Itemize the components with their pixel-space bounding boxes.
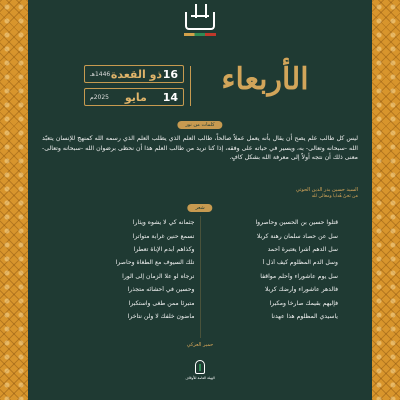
quote-text: ليس كل طالب علم يصح أن يقال بأنه يعمل عملاً صالحاً، طالب العلم الذي يطلب العلم الذي رسمه الله كمنهج للإنسان يتعبّد الله -سبحانه وتعالى- به، ويسير في حياته على وفقه، إذا كنا نريد من طالب العلم هذا أن نحظى برضوان الله -سبحانه وتعالى- معنى ذلك أن نتجه أولاً إلى معرفة الله بشكل كافٍ.: [42, 135, 358, 161]
verse-second-half: وكذاهم أبدم الإباة تعطرا: [133, 245, 195, 253]
gregorian-date-box: [84, 88, 184, 106]
verse-second-half: ماضون خلفك لا ولن نتأخرا: [127, 312, 195, 320]
gregorian-year: 2025م: [90, 93, 109, 101]
content-panel: [28, 0, 372, 400]
decorative-border-left: [0, 0, 28, 400]
poet-name: حمير العزكي: [186, 342, 214, 348]
hijri-day: 16: [162, 67, 178, 81]
verse-first-half: فإليهم بقيمك صارخاً ومكبراً: [269, 299, 338, 307]
footer-org-name: الهيئة العامة للأوقاف: [185, 376, 215, 380]
verse-second-half: تسمع حنين غرابة متواترا: [132, 232, 195, 240]
verse-first-half: سل الدهم أشراً يعتبرة أحمد: [267, 245, 338, 253]
verse-second-half: متبرئاً ممن طغى واستكبرا: [128, 299, 195, 307]
verse-first-half: سل عن حصاد سلمان رهنة كربلا: [256, 232, 338, 240]
logo-color-bar: [184, 33, 216, 36]
quote-attribution: [296, 187, 358, 199]
logo-glyph-icon: [185, 12, 215, 30]
verse-first-half: قتلوا حسين بن الحسين وحاصروا: [255, 219, 338, 227]
footer-logo: [185, 360, 215, 386]
section-label-words: كلمات من نور: [177, 121, 222, 129]
gregorian-day: 14: [162, 90, 178, 104]
quote-author: السيد حسين بدر الدين الحوثي: [295, 187, 358, 193]
verse-second-half: وحسين في أحشائه متجذرا: [127, 286, 195, 294]
channel-logo: [183, 8, 217, 40]
verse-first-half: فالدهر عاشوراء وأرضك كربلا: [265, 286, 338, 294]
hijri-year: 1446هـ: [90, 70, 111, 78]
hijri-month: ذو القعدة: [110, 67, 163, 81]
quote-source: مَن نَحنُ هُدايا ومعالي لله: [311, 194, 358, 199]
verse-first-half: وسل الدم المظلوم كيف أذل أ: [262, 259, 338, 267]
day-title: الأربعاء: [221, 62, 309, 97]
hijri-date-box: [84, 65, 184, 83]
verse-second-half: تلك السيوف مع الطغاة وحاصرا: [115, 259, 195, 267]
date-divider: [190, 66, 191, 106]
section-label-poetry: شعر: [187, 204, 212, 212]
decorative-border-right: [372, 0, 400, 400]
poem-block: [62, 216, 338, 338]
verse-second-half: جثمانه كي لا يشوه ويثأرا: [132, 219, 195, 227]
verse-second-half: ترجاه لو علا الزمان إلى الورا: [122, 272, 195, 280]
gregorian-month: مايو: [124, 90, 147, 104]
verse-first-half: سل يوم عاشوراء وأحلم مواقفاً: [260, 272, 338, 280]
emblem-icon: [195, 360, 205, 374]
verse-first-half: ياسيدي المظلوم هذا عهدنا: [271, 312, 338, 320]
poem-center-divider: [200, 216, 201, 338]
